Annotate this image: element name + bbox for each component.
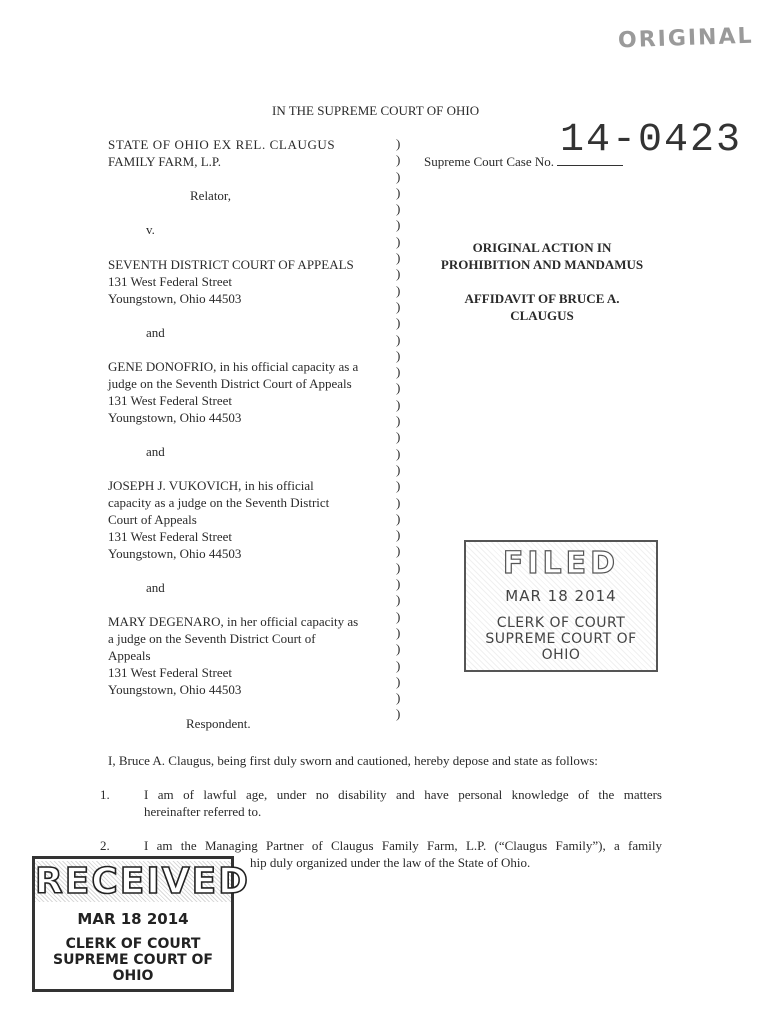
filed-stamp-clerk: CLERK OF COURT xyxy=(496,615,626,631)
respondent-1-address-1: 131 West Federal Street xyxy=(108,274,232,289)
caption-divider-paren: ) xyxy=(396,364,401,380)
relator-line-1: STATE OF OHIO EX REL. CLAUGUS xyxy=(108,137,336,152)
caption-divider-paren: ) xyxy=(396,543,401,559)
respondent-2-line-1: GENE DONOFRIO, in his official capacity as a xyxy=(108,359,359,374)
caption-divider-paren: ) xyxy=(396,413,401,429)
paragraph-2-line-1: I am the Managing Partner of Claugus Family Farm, L.P. (“Claugus Family”), a family xyxy=(144,838,662,853)
respondent-4-address-2: Youngstown, Ohio 44503 xyxy=(108,682,242,697)
received-stamp-clerk: CLERK OF COURT xyxy=(65,936,201,952)
paragraph-2-number: 2. xyxy=(100,838,110,853)
caption-divider-paren: ) xyxy=(396,217,401,233)
filed-stamp xyxy=(464,540,658,672)
received-stamp-date: MAR 18 2014 xyxy=(77,910,189,928)
caption-divider-paren: ) xyxy=(396,706,401,722)
caption-divider-paren: ) xyxy=(396,510,401,526)
respondent-2-address-2: Youngstown, Ohio 44503 xyxy=(108,410,242,425)
caption-divider-paren: ) xyxy=(396,233,401,249)
paragraph-1-number: 1. xyxy=(100,787,110,802)
respondent-3-line-2: capacity as a judge on the Seventh District xyxy=(108,495,330,510)
and-2: and xyxy=(146,444,165,459)
caption-divider-paren: ) xyxy=(396,250,401,266)
respondent-4-line-3: Appeals xyxy=(108,648,151,663)
caption-divider-paren: ) xyxy=(396,592,401,608)
caption-divider-paren: ) xyxy=(396,673,401,689)
caption-divider-paren: ) xyxy=(396,608,401,624)
caption-divider-paren: ) xyxy=(396,266,401,282)
action-line-2: PROHIBITION AND MANDAMUS xyxy=(440,257,644,272)
caption-divider-paren: ) xyxy=(396,168,401,184)
respondent-3-address-2: Youngstown, Ohio 44503 xyxy=(108,546,242,561)
affidavit-line-1: AFFIDAVIT OF BRUCE A. xyxy=(464,291,620,306)
respondent-4-address-1: 131 West Federal Street xyxy=(108,665,232,680)
relator-label: Relator, xyxy=(190,188,231,203)
versus: v. xyxy=(146,222,155,237)
caption-divider-paren: ) xyxy=(396,396,401,412)
respondent-1-address-2: Youngstown, Ohio 44503 xyxy=(108,291,242,306)
affidavit-intro: I, Bruce A. Claugus, being first duly sworn and cautioned, hereby depose and state as follows: xyxy=(108,753,598,768)
received-stamp xyxy=(32,856,251,992)
and-1: and xyxy=(146,325,165,340)
paragraph-1-line-2: hereinafter referred to. xyxy=(144,804,262,819)
respondent-2-address-1: 131 West Federal Street xyxy=(108,393,232,408)
caption-divider-paren: ) xyxy=(396,657,401,673)
caption-divider-paren: ) xyxy=(396,576,401,592)
affidavit-line-2: CLAUGUS xyxy=(510,308,574,323)
caption-divider-paren: ) xyxy=(396,690,401,706)
received-stamp-court: SUPREME COURT OF OHIO xyxy=(52,952,213,984)
respondent-3-line-1: JOSEPH J. VUKOVICH, in his official xyxy=(108,478,314,493)
caption-divider-paren: ) xyxy=(396,559,401,575)
caption-divider-paren: ) xyxy=(396,494,401,510)
caption-divider-paren: ) xyxy=(396,527,401,543)
caption-divider-paren: ) xyxy=(396,641,401,657)
paragraph-2-line-2: hip duly organized under the law of the State of Ohio. xyxy=(250,855,531,870)
caption-divider-paren: ) xyxy=(396,380,401,396)
filed-stamp-date: MAR 18 2014 xyxy=(505,587,617,605)
caption-divider-paren: ) xyxy=(396,201,401,217)
caption-divider-paren: ) xyxy=(396,298,401,314)
filed-stamp-court: SUPREME COURT OF OHIO xyxy=(485,631,637,663)
caption-divider xyxy=(396,136,408,723)
court-heading: IN THE SUPREME COURT OF OHIO xyxy=(272,103,480,118)
caption-divider-paren: ) xyxy=(396,282,401,298)
relator-line-2: FAMILY FARM, L.P. xyxy=(108,154,221,169)
respondent-3-line-3: Court of Appeals xyxy=(108,512,197,527)
respondent-4-line-1: MARY DEGENARO, in her official capacity as xyxy=(108,614,359,629)
original-stamp: ORIGINAL xyxy=(617,23,754,54)
caption-divider-paren: ) xyxy=(396,478,401,494)
paragraph-1-line-1: I am of lawful age, under no disability and have personal knowledge of the matters xyxy=(144,787,662,802)
and-3: and xyxy=(146,580,165,595)
case-number-blank xyxy=(557,153,623,166)
received-stamp-title: RECEIVED xyxy=(35,861,251,902)
caption-divider-paren: ) xyxy=(396,315,401,331)
filed-stamp-title: FILED xyxy=(502,546,620,581)
caption-divider-paren: ) xyxy=(396,624,401,640)
respondent-label: Respondent. xyxy=(186,716,251,731)
caption-divider-paren: ) xyxy=(396,184,401,200)
caption-divider-paren: ) xyxy=(396,461,401,477)
caption-divider-paren: ) xyxy=(396,429,401,445)
case-number-line xyxy=(424,153,623,170)
caption-divider-paren: ) xyxy=(396,331,401,347)
caption-divider-paren: ) xyxy=(396,445,401,461)
action-line-1: ORIGINAL ACTION IN xyxy=(472,240,612,255)
case-number-label: Supreme Court Case No. xyxy=(424,154,554,169)
respondent-2-line-2: judge on the Seventh District Court of Appeals xyxy=(108,376,352,391)
respondent-4-line-2: a judge on the Seventh District Court of xyxy=(108,631,316,646)
caption-divider-paren: ) xyxy=(396,152,401,168)
caption-divider-paren: ) xyxy=(396,136,401,151)
case-number-stamp: 14-0423 xyxy=(560,118,743,163)
caption-divider-paren: ) xyxy=(396,347,401,363)
respondent-1-name: SEVENTH DISTRICT COURT OF APPEALS xyxy=(108,257,354,272)
respondent-3-address-1: 131 West Federal Street xyxy=(108,529,232,544)
